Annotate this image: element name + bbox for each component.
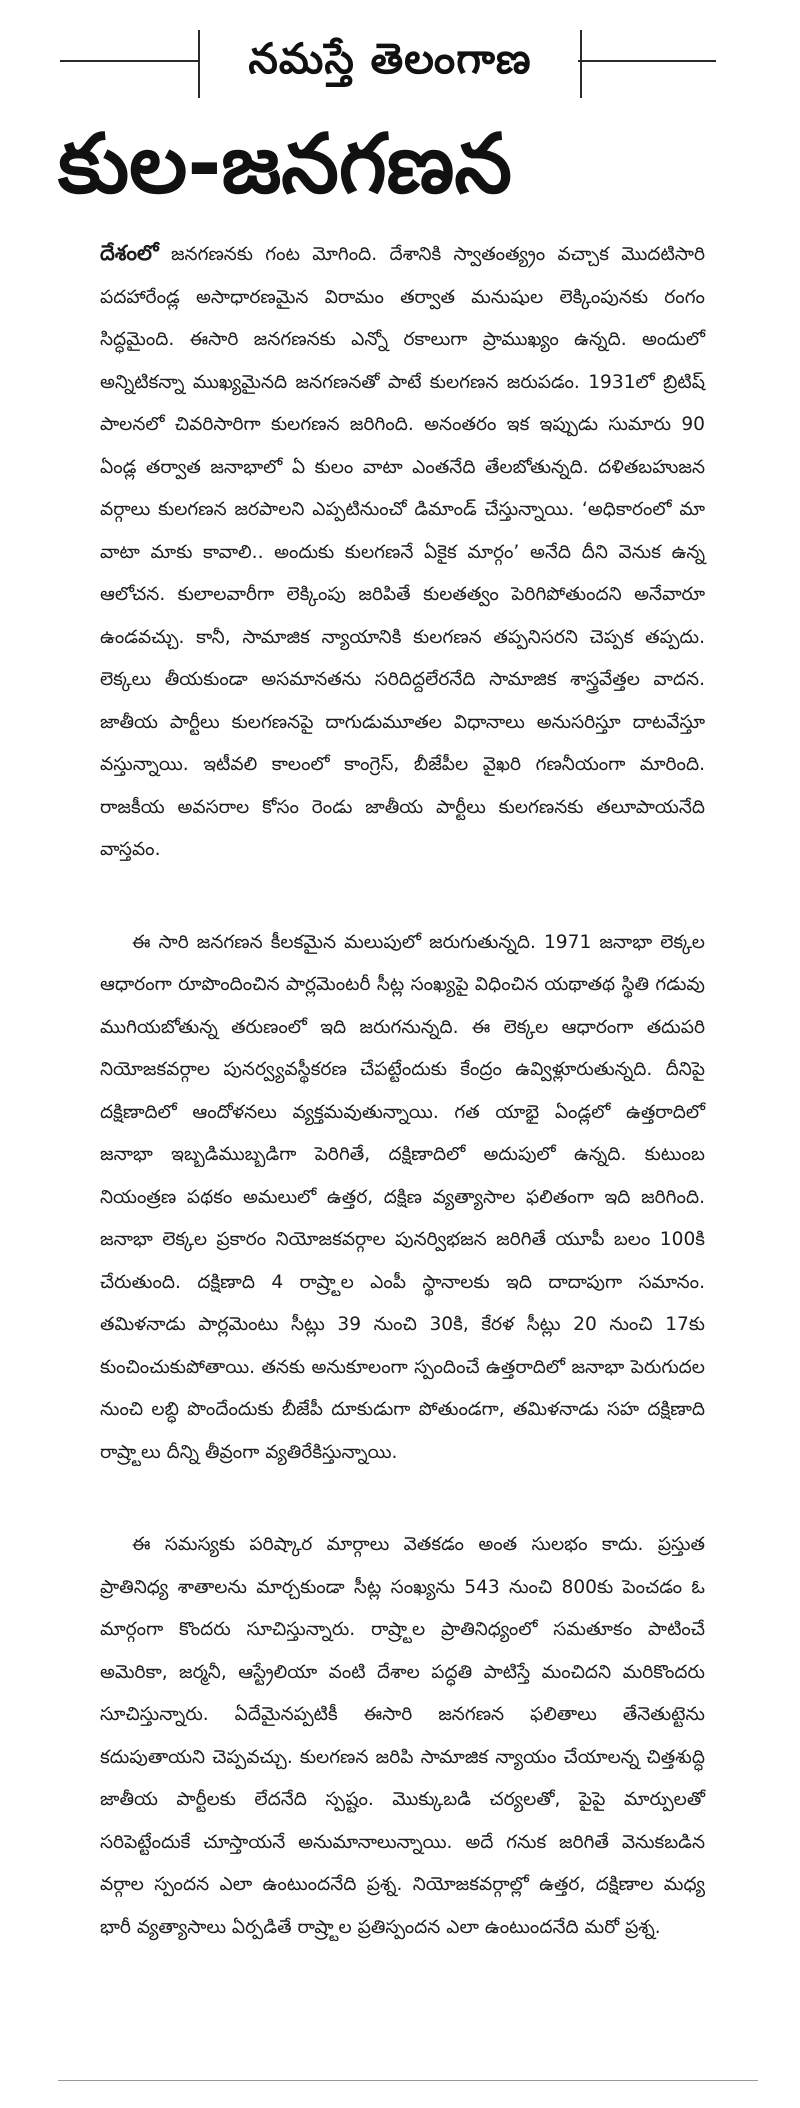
paragraph-1 — [100, 232, 705, 872]
masthead-box — [198, 30, 582, 98]
masthead-rule-right — [578, 60, 716, 62]
lead-word: దేశంలో — [100, 241, 159, 265]
newspaper-name: నమస్తే తెలంగాణ — [248, 34, 532, 83]
masthead — [0, 0, 800, 110]
paragraph-2: ఈ సారి జనగణన కీలకమైన మలుపులో జరుగుతున్నది. 1971 జనాభా లెక్కల ఆధారంగా రూపొందించిన పార్లమెంటరీ సీట్ల సంఖ్యపై విధించిన యథాతథ స్థితి గడువు ముగియబోతున్న తరుణంలో ఇది జరుగనున్నది. ఈ లెక్కల ఆధారంగా తదుపరి నియోజకవర్గాల పునర్వ్యవస్థీకరణ చేపట్టేందుకు కేంద్రం ఉవ్విళ్లూరుతున్నది. దీనిపై దక్షిణాదిలో ఆందోళనలు వ్యక్తమవుతున్నాయి. గత యాభై ఏండ్లలో ఉత్తరాదిలో జనాభా ఇబ్బడిముబ్బడిగా పెరిగితే, దక్షిణాదిలో అదుపులో ఉన్నది. కుటుంబ నియంత్రణ పథకం అమలులో ఉత్తర, దక్షిణ వ్యత్యాసాల ఫలితంగా ఇది జరిగింది. జనాభా లెక్కల ప్రకారం నియోజకవర్గాల పునర్విభజన జరిగితే యూపీ బలం 100కి చేరుతుంది. దక్షిణాది 4 రాష్ర్టాల ఎంపీ స్థానాలకు ఇది దాదాపుగా సమానం. తమిళనాడు పార్లమెంటు సీట్లు 39 నుంచి 30కి, కేరళ సీట్లు 20 నుంచి 17కు కుంచించుకుపోతాయి. తనకు అనుకూలంగా స్పందించే ఉత్తరాదిలో జనాభా పెరుగుదల నుంచి లబ్ధి పొందేందుకు బీజేపీ దూకుడుగా పోతుండగా, తమిళనాడు సహ దక్షిణాది రాష్ర్టాలు దీన్ని తీవ్రంగా వ్యతిరేకిస్తున్నాయి. — [100, 931, 705, 1463]
headline: కుల-జనగణన — [58, 117, 512, 212]
paragraph-3: ఈ సమస్యకు పరిష్కార మార్గాలు వెతకడం అంత సులభం కాదు. ప్రస్తుత ప్రాతినిధ్య శాతాలను మార్చకుండా సీట్ల సంఖ్యను 543 నుంచి 800కు పెంచడం ఓ మార్గంగా కొందరు సూచిస్తున్నారు. రాష్ర్టాల ప్రాతినిధ్యంలో సమతూకం పాటించే అమెరికా, జర్మనీ, ఆస్ట్రేలియా వంటి దేశాల పద్ధతి పాటిస్తే మంచిదని మరికొందరు సూచిస్తున్నారు. ఏదేమైనప్పటికీ ఈసారి జనగణన ఫలితాలు తేనెతుట్టెను కదుపుతాయని చెప్పవచ్చు. కులగణన జరిపి సామాజిక న్యాయం చేయాలన్న చిత్తశుద్ధి జాతీయ పార్టీలకు లేదనేది స్పష్టం. మొక్కుబడి చర్యలతో, పైపై మార్పులతో సరిపెట్టేందుకే చూస్తాయనే అనుమానాలున్నాయి. అదే గనుక జరిగితే వెనుకబడిన వర్గాల స్పందన ఎలా ఉంటుందనేది ప్రశ్న. నియోజకవర్గాల్లో ఉత్తర, దక్షిణాల మధ్య భారీ వ్యత్యాసాలు ఏర్పడితే రాష్ర్టాల ప్రతిస్పందన ఎలా ఉంటుందనేది మరో ప్రశ్న. — [100, 1534, 705, 1938]
bottom-divider — [58, 2080, 758, 2081]
paragraph-1-text: జనగణనకు గంట మోగింది. దేశానికి స్వాతంత్య్రం వచ్చాక మొదటిసారి పదహారేండ్ల అసాధారణమైన విరామం తర్వాత మనుషుల లెక్కింపునకు రంగం సిద్ధమైంది. ఈసారి జనగణనకు ఎన్నో రకాలుగా ప్రాముఖ్యం ఉన్నది. అందులో అన్నిటికన్నా ముఖ్యమైనది జనగణనతో పాటే కులగణన జరుపడం. 1931లో బ్రిటిష్ పాలనలో చివరిసారిగా కులగణన జరిగింది. అనంతరం ఇక ఇప్పుడు సుమారు 90 ఏండ్ల తర్వాత జనాభాలో ఏ కులం వాటా ఎంతనేది తేలబోతున్నది. దళితబహుజన వర్గాలు కులగణన జరపాలని ఎప్పటినుంచో డిమాండ్ చేస్తున్నాయి. ‘అధికారంలో మా వాటా మాకు కావాలి.. అందుకు కులగణనే ఏకైక మార్గం’ అనేది దీని వెనుక ఉన్న ఆలోచన. కులాలవారీగా లెక్కింపు జరిపితే కులతత్వం పెరిగిపోతుందని అనేవారూ ఉండవచ్చు. కానీ, సామాజిక న్యాయానికి కులగణన తప్పనిసరని చెప్పక తప్పదు. లెక్కలు తీయకుండా అసమానతను సరిదిద్దలేరనేది సామాజిక శాస్త్రవేత్తల వాదన. జాతీయ పార్టీలు కులగణనపై దాగుడుమూతల విధానాలు అనుసరిస్తూ దాటవేస్తూ వస్తున్నాయి. ఇటీవలి కాలంలో కాంగ్రెస్, బీజేపీల వైఖరి గణనీయంగా మారింది. రాజకీయ అవసరాల కోసం రెండు జాతీయ పార్టీలు కులగణనకు తలూపాయనేది వాస్తవం. — [100, 244, 705, 860]
masthead-rule-left — [60, 60, 198, 62]
article-body — [100, 232, 705, 1999]
